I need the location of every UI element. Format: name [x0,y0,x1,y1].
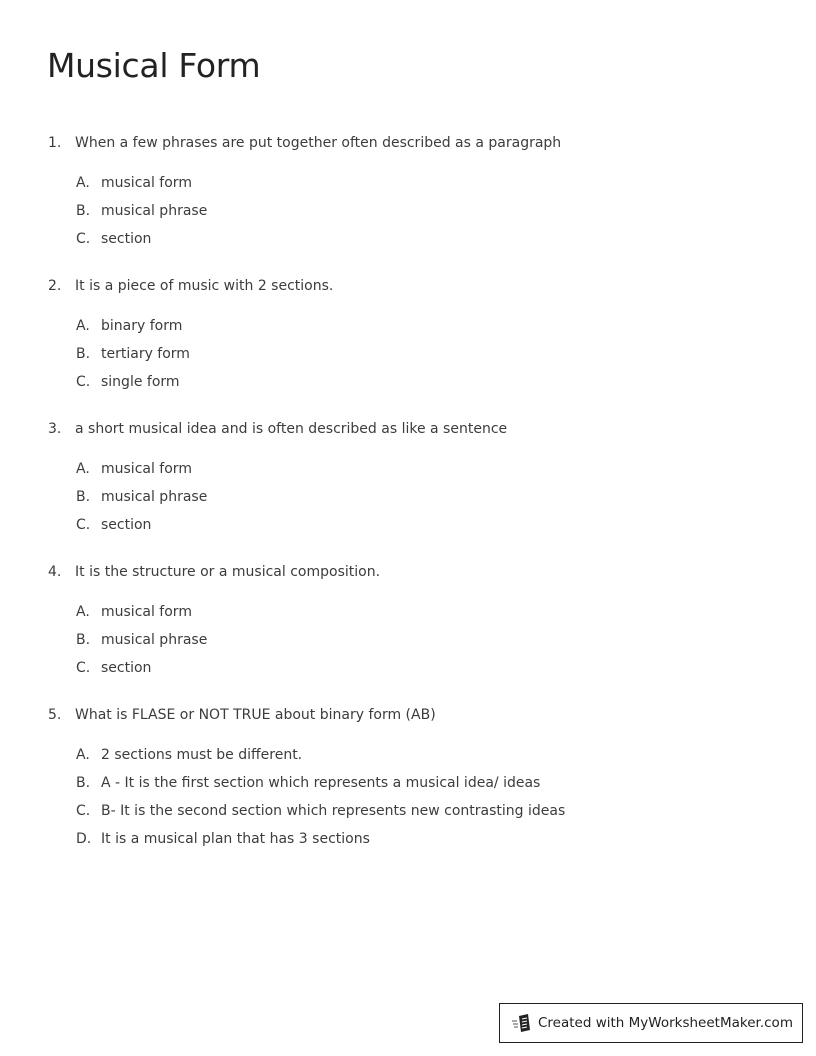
option-text: section [101,660,152,676]
option-text: single form [101,374,180,390]
question-text: What is FLASE or NOT TRUE about binary form (AB) [75,707,436,723]
answer-option[interactable] [48,511,768,539]
option-list [48,741,768,853]
option-letter: A. [76,604,90,620]
answer-option[interactable] [48,455,768,483]
option-list [48,598,768,682]
option-letter: C. [76,660,91,676]
answer-option[interactable] [48,769,768,797]
answer-option[interactable] [48,598,768,626]
question-number: 4. [48,564,62,580]
option-text: musical form [101,604,192,620]
option-letter: C. [76,803,91,819]
question-line [48,558,768,586]
option-letter: C. [76,517,91,533]
question-text: a short musical idea and is often described as like a sentence [75,421,508,437]
option-text: musical phrase [101,632,208,648]
question [48,129,768,253]
page-title: Musical Form [47,46,261,85]
question [48,701,768,853]
answer-option[interactable] [48,797,768,825]
option-text: musical phrase [101,203,208,219]
option-letter: B. [76,346,91,362]
question-number: 1. [48,135,62,151]
option-text: It is a musical plan that has 3 sections [101,831,370,847]
answer-option[interactable] [48,368,768,396]
question-number: 2. [48,278,62,294]
question-text: When a few phrases are put together often described as a paragraph [75,135,562,151]
answer-option[interactable] [48,340,768,368]
question-text: It is the structure or a musical composition. [75,564,381,580]
option-letter: B. [76,632,91,648]
question-line [48,701,768,729]
question-line [48,272,768,300]
option-letter: A. [76,318,90,334]
option-letter: B. [76,489,91,505]
question-number: 3. [48,421,62,437]
option-text: 2 sections must be different. [101,747,303,763]
option-letter: A. [76,747,90,763]
option-letter: A. [76,461,90,477]
option-text: musical form [101,461,192,477]
answer-option[interactable] [48,483,768,511]
option-text: A - It is the first section which represents a musical idea/ ideas [101,775,541,791]
answer-option[interactable] [48,626,768,654]
option-letter: B. [76,203,91,219]
answer-option[interactable] [48,169,768,197]
question-text: It is a piece of music with 2 sections. [75,278,334,294]
footer-text: Created with MyWorksheetMaker.com [538,1015,793,1031]
option-text: tertiary form [101,346,190,362]
answer-option[interactable] [48,312,768,340]
option-text: musical phrase [101,489,208,505]
answer-option[interactable] [48,741,768,769]
option-letter: D. [76,831,92,847]
option-text: musical form [101,175,192,191]
option-text: B- It is the second section which represents new contrasting ideas [101,803,566,819]
answer-option[interactable] [48,225,768,253]
footer-badge [499,1003,803,1043]
option-list [48,455,768,539]
option-letter: C. [76,374,91,390]
question-number: 5. [48,707,62,723]
question [48,415,768,539]
question-list [48,129,768,872]
question [48,272,768,396]
option-list [48,312,768,396]
question [48,558,768,682]
option-list [48,169,768,253]
option-text: binary form [101,318,183,334]
option-letter: C. [76,231,91,247]
answer-option[interactable] [48,825,768,853]
answer-option[interactable] [48,654,768,682]
question-line [48,415,768,443]
option-letter: B. [76,775,91,791]
worksheet-logo-icon [512,1013,532,1033]
question-line [48,129,768,157]
option-text: section [101,231,152,247]
option-letter: A. [76,175,90,191]
answer-option[interactable] [48,197,768,225]
option-text: section [101,517,152,533]
